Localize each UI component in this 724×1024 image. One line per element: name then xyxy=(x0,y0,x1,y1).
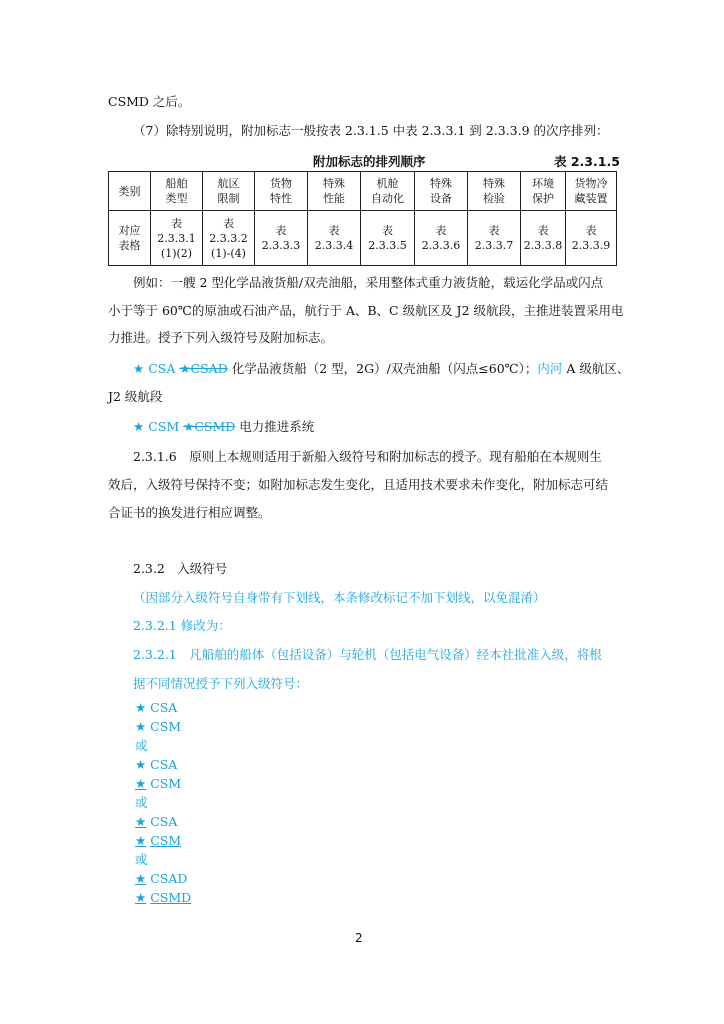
table-cell: 对应 表格 xyxy=(109,211,151,266)
paragraph-csmd-after: CSMD 之后。 xyxy=(108,94,191,109)
star-icon: ★ xyxy=(135,871,147,886)
deleted-notation: ★CSAD xyxy=(179,361,228,376)
clause-2316-line-2: 效后，入级符号保持不变；如附加标志发生变化，且适用技术要求未作变化，附加标志可结 xyxy=(108,477,609,492)
notation-csm: CSM xyxy=(148,419,180,434)
star-icon: ★ xyxy=(135,890,147,905)
symbol-csa: ★ CSA xyxy=(135,700,178,715)
deleted-notation: ★CSMD xyxy=(183,419,236,434)
clause-2321-line-1: 2.3.2.1 凡船舶的船体（包括设备）与轮机（包括电气设备）经本社批准入级，将根 xyxy=(133,647,602,662)
table-cell: 表 2.3.3.9 xyxy=(566,211,617,266)
notation-line-1 xyxy=(133,361,629,377)
notation-description: 化学品液货船（2 型，2G）/双壳油船（闪点≤60℃）； xyxy=(231,361,538,376)
table-cell: 表 2.3.3.3 xyxy=(255,211,308,266)
symbol-csa xyxy=(135,814,177,830)
symbol-or: 或 xyxy=(135,852,148,867)
clause-2321-line-2: 据不同情况授予下列入级符号： xyxy=(133,676,309,691)
inserted-text: 内河 xyxy=(537,361,563,376)
star-icon: ★ xyxy=(135,833,147,848)
example-line-1: 例如：一艘 2 型化学品液货船/双壳油船，采用整体式重力液货舱，载运化学品或闪点 xyxy=(133,275,604,290)
symbol-csmd xyxy=(135,890,191,906)
table-cell: 环境 保护 xyxy=(521,172,566,211)
order-table xyxy=(108,171,617,266)
star-icon: ★ xyxy=(135,776,147,791)
table-title: 附加标志的排列顺序 xyxy=(313,154,426,169)
table-cell: 表 2.3.3.4 xyxy=(308,211,361,266)
page-number: 2 xyxy=(355,931,363,945)
symbol-csm: ★ CSM xyxy=(135,719,182,734)
notation-description: 电力推进系统 xyxy=(239,419,315,434)
table-cell: 类别 xyxy=(109,172,151,211)
symbol-csa: ★ CSA xyxy=(135,757,178,772)
amendment-label: 2.3.2.1 修改为： xyxy=(133,618,231,633)
symbol-csm xyxy=(135,833,181,849)
notation-description-rest: A 级航区、 xyxy=(562,361,630,376)
symbol-text: CSM xyxy=(150,833,182,848)
table-cell: 表 2.3.3.8 xyxy=(521,211,566,266)
table-row xyxy=(109,211,617,266)
symbol-or: 或 xyxy=(135,795,148,810)
clause-2316-line-3: 合证书的换发进行相应调整。 xyxy=(108,505,271,520)
table-cell: 表 2.3.3.6 xyxy=(415,211,468,266)
symbol-csm xyxy=(135,776,181,792)
table-cell: 特殊 性能 xyxy=(308,172,361,211)
table-cell: 航区 限制 xyxy=(203,172,255,211)
notation-csa: CSA xyxy=(148,361,176,376)
table-number: 表 2.3.1.5 xyxy=(554,154,620,169)
example-line-3: 力推进。授予下列入级符号及附加标志。 xyxy=(108,330,334,345)
notation-line-1-cont: J2 级航段 xyxy=(108,389,163,404)
table-cell: 表 2.3.3.2 (1)-(4) xyxy=(203,211,255,266)
table-cell: 表 2.3.3.5 xyxy=(361,211,415,266)
table-cell: 货物 特性 xyxy=(255,172,308,211)
symbol-or: 或 xyxy=(135,738,148,753)
table-cell: 船舶 类型 xyxy=(151,172,203,211)
table-cell: 特殊 检验 xyxy=(468,172,521,211)
paragraph-item-7: （7）除特别说明，附加标志一般按表 2.3.1.5 中表 2.3.3.1 到 2.3.3.9 的次序排列： xyxy=(133,123,609,138)
symbol-csad xyxy=(135,871,187,887)
symbol-text: CSA xyxy=(146,814,178,829)
symbol-text: CSAD xyxy=(146,871,188,886)
table-cell: 货物冷 藏装置 xyxy=(566,172,617,211)
symbol-text: CSM xyxy=(146,776,182,791)
star-icon: ★ xyxy=(135,814,147,829)
table-cell: 表 2.3.3.7 xyxy=(468,211,521,266)
clause-2316-line-1: 2.3.1.6 原则上本规则适用于新船入级符号和附加标志的授予。现有船舶在本规则生 xyxy=(133,449,602,464)
symbol-text: CSMD xyxy=(150,890,192,905)
example-line-2: 小于等于 60℃的原油或石油产品，航行于 A、B、C 级航区及 J2 级航段，主推进装置采用电 xyxy=(108,303,624,318)
amendment-note: （因部分入级符号自身带有下划线，本条修改标记不加下划线，以免混淆） xyxy=(133,590,546,605)
star-icon: ★ xyxy=(133,361,145,376)
star-icon: ★ xyxy=(133,419,145,434)
table-cell: 机舱 自动化 xyxy=(361,172,415,211)
table-cell: 表 2.3.3.1 (1)(2) xyxy=(151,211,203,266)
section-heading: 2.3.2 入级符号 xyxy=(133,561,228,576)
table-cell: 特殊 设备 xyxy=(415,172,468,211)
notation-line-2 xyxy=(133,419,314,435)
table-row xyxy=(109,172,617,211)
